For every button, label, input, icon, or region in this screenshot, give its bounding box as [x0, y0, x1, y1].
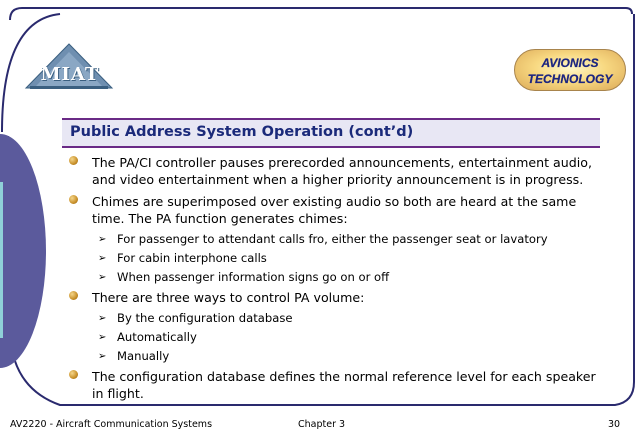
bullet-item: [62, 289, 602, 306]
footer-course: AV2220 - Aircraft Communication Systems: [10, 419, 213, 430]
sub-bullet-item: [62, 232, 602, 247]
sub-bullet-item: [62, 330, 602, 345]
avionics-technology-badge: [514, 49, 626, 91]
bullet-item: [62, 368, 602, 402]
bullet-item: [62, 193, 602, 227]
slide-body: [62, 154, 602, 407]
left-half-circle: [0, 134, 46, 368]
bullet-dot-icon: [69, 291, 78, 300]
bullet-dot-icon: [69, 195, 78, 204]
bullet-dot-icon: [69, 156, 78, 165]
arrow-bullet-icon: ➢: [98, 234, 107, 245]
footer-chapter: Chapter 3: [298, 419, 346, 430]
badge-line-1: AVIONICS: [541, 56, 599, 70]
sub-bullet-text: For passenger to attendant calls fro, either the passenger seat or lavatory: [117, 232, 548, 246]
bullet-item: [62, 154, 602, 188]
sub-bullet-text: By the configuration database: [117, 311, 293, 325]
arrow-bullet-icon: ➢: [98, 272, 107, 283]
sub-bullet-text: For cabin interphone calls: [117, 251, 267, 265]
bullet-text: The PA/CI controller pauses prerecorded announcements, entertainment audio, and video entertainment when a higher priority announcement is in progress.: [92, 155, 592, 187]
bullet-text: The configuration database defines the normal reference level for each speaker in flight.: [92, 369, 596, 401]
bullet-text: There are three ways to control PA volume:: [92, 290, 365, 305]
sub-bullet-text: Manually: [117, 349, 170, 363]
frame-border: [10, 8, 632, 20]
arrow-bullet-icon: ➢: [98, 351, 107, 362]
sub-bullet-item: [62, 251, 602, 266]
sub-bullet-text: When passenger information signs go on or off: [117, 270, 390, 284]
sub-bullet-text: Automatically: [117, 330, 197, 344]
left-accent-line: [0, 182, 3, 338]
bullet-text: Chimes are superimposed over existing audio so both are heard at the same time. The PA function generates chimes:: [92, 194, 577, 226]
logo-text: MIAT: [40, 64, 100, 85]
footer-page-number: 30: [608, 419, 621, 430]
slide-title: Public Address System Operation (cont’d): [70, 124, 414, 140]
sub-bullet-item: [62, 270, 602, 285]
sub-bullet-item: [62, 311, 602, 326]
arrow-bullet-icon: ➢: [98, 313, 107, 324]
badge-line-2: TECHNOLOGY: [527, 72, 613, 86]
arrow-bullet-icon: ➢: [98, 253, 107, 264]
bullet-dot-icon: [69, 370, 78, 379]
sub-bullet-item: [62, 349, 602, 364]
arrow-bullet-icon: ➢: [98, 332, 107, 343]
